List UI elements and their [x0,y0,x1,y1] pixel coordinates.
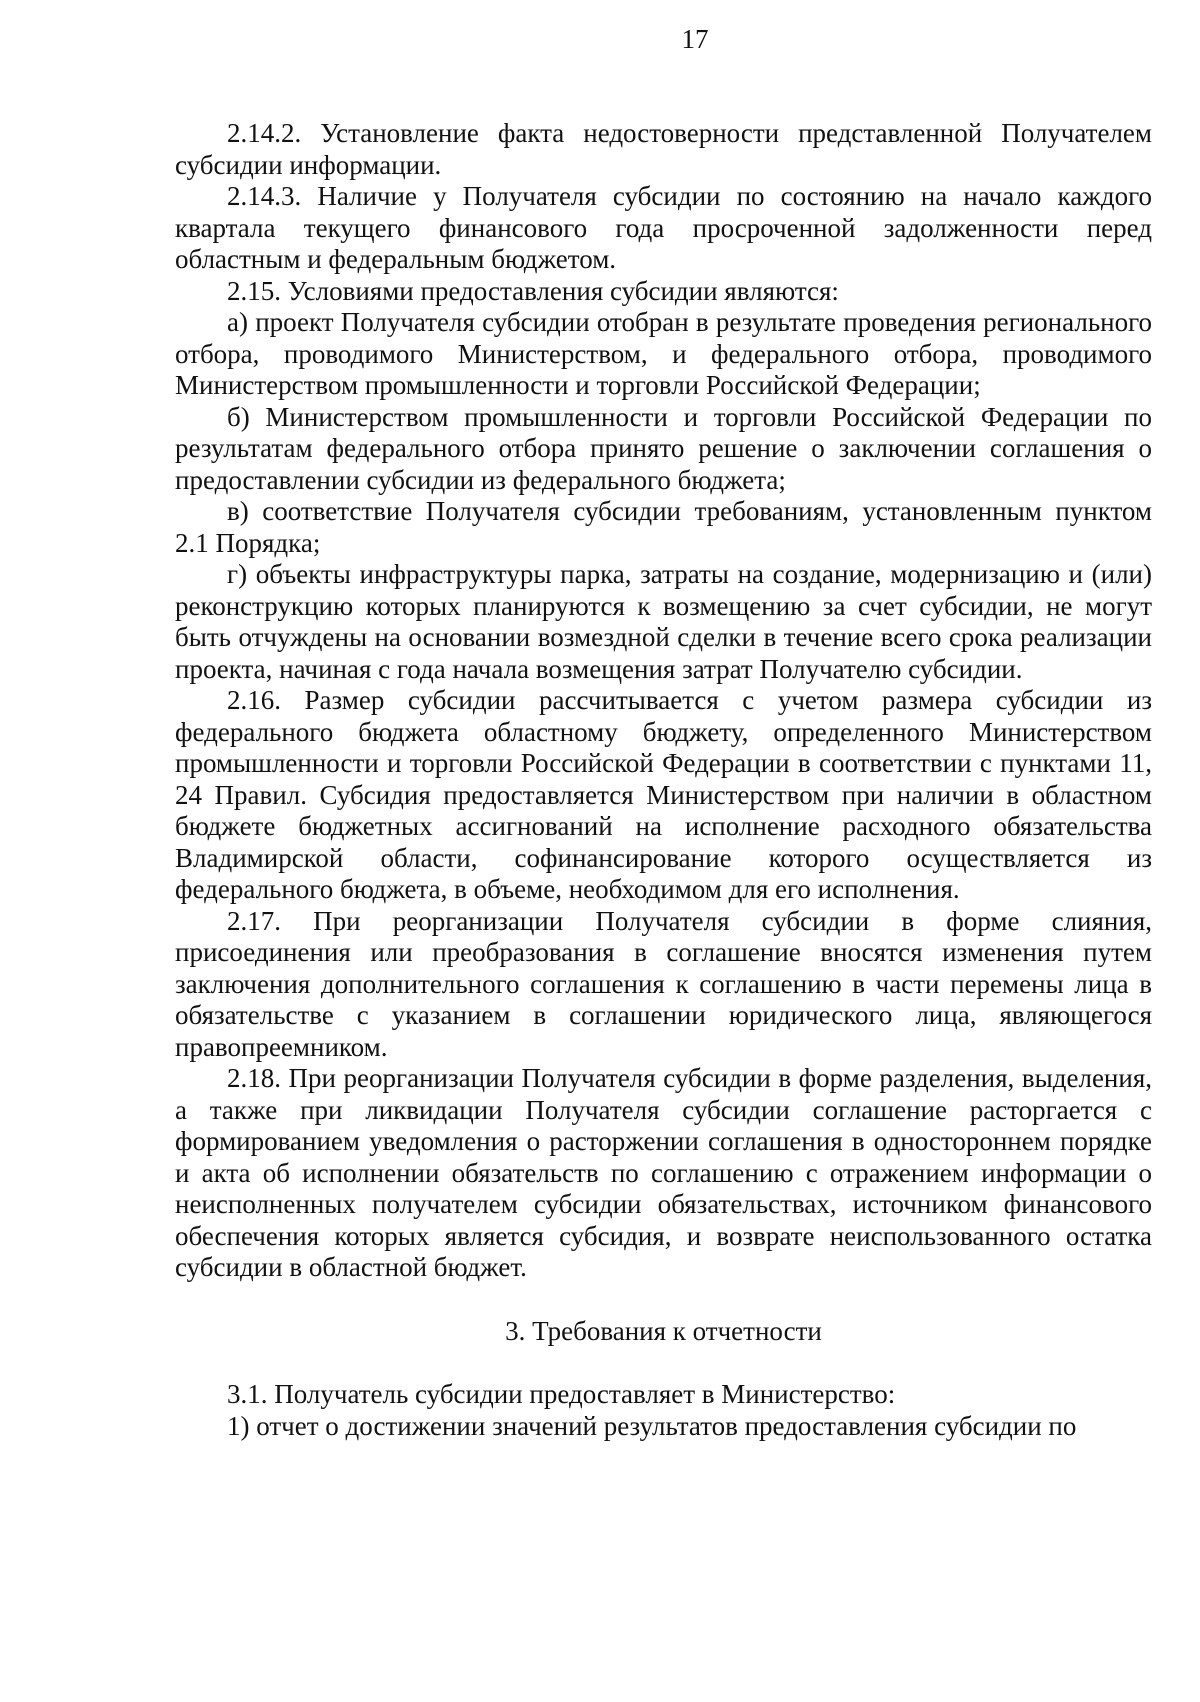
paragraph-2-17: 2.17. При реорганизации Получателя субсидии в форме слияния, присоединения или преобразования в соглашение вносятся изменения путем заключения дополнительного соглашения к соглашению в части перемены лица в обязательстве с указанием в соглашении юридического лица, являющегося правопреемником. [175,905,1152,1062]
document-body [175,118,1152,1442]
section-heading: 3. Требования к отчетности [505,1315,822,1346]
paragraph-2-14-2: 2.14.2. Установление факта недостоверности представленной Получателем субсидии информации. [175,118,1152,180]
paragraph-2-16: 2.16. Размер субсидии рассчитывается с учетом размера субсидии из федерального бюджета областному бюджету, определенного Министерством промышленности и торговли Российской Федерации в соответствии с пунктами 11, 24 Правил. Субсидия предоставляется Министерством при наличии в областном бюджете бюджетных ассигнований на исполнение расходного обязательства Владимирской области, софинансирование которого осуществляется из федерального бюджета, в объеме, необходимом для его исполнения. [175,685,1152,904]
paragraph-2-15-a: а) проект Получателя субсидии отобран в результате проведения регионального отбора, проводимого Министерством, и федерального отбора, проводимого Министерством промышленности и торговли Российской Федерации; [175,307,1152,400]
paragraph-3-1-1: 1) отчет о достижении значений результатов предоставления субсидии по [227,1410,1077,1441]
paragraph-2-14-3: 2.14.3. Наличие у Получателя субсидии по состоянию на начало каждого квартала текущего финансового года просроченной задолженности перед областным и федеральным бюджетом. [175,181,1152,274]
paragraph-2-18: 2.18. При реорганизации Получателя субсидии в форме разделения, выделения, а также при ликвидации Получателя субсидии соглашение расторгается с формированием уведомления о расторжении соглашения в одностороннем порядке и акта об исполнении обязательств по соглашению с отражением информации о неисполненных получателем субсидии обязательствах, источником финансового обеспечения которых является субсидия, и возврате неиспользованного остатка субсидии в областной бюджет. [175,1063,1152,1282]
paragraph-2-15-g: г) объекты инфраструктуры парка, затраты на создание, модернизацию и (или) реконструкцию которых планируются к возмещению за счет субсидии, не могут быть отчуждены на основании возмездной сделки в течение всего срока реализации проекта, начиная с года начала возмещения затрат Получателю субсидии. [175,559,1152,684]
paragraph-2-15-v: в) соответствие Получателя субсидии требованиям, установленным пунктом 2.1 Порядка; [175,496,1152,558]
paragraph-3-1: 3.1. Получатель субсидии предоставляет в Министерство: [227,1379,896,1409]
page-number: 17 [681,24,709,54]
paragraph-2-15: 2.15. Условиями предоставления субсидии являются: [227,275,839,306]
paragraph-2-15-b: б) Министерством промышленности и торговли Российской Федерации по результатам федерального отбора принято решение о заключении соглашения о предоставлении субсидии из федерального бюджета; [175,401,1152,495]
